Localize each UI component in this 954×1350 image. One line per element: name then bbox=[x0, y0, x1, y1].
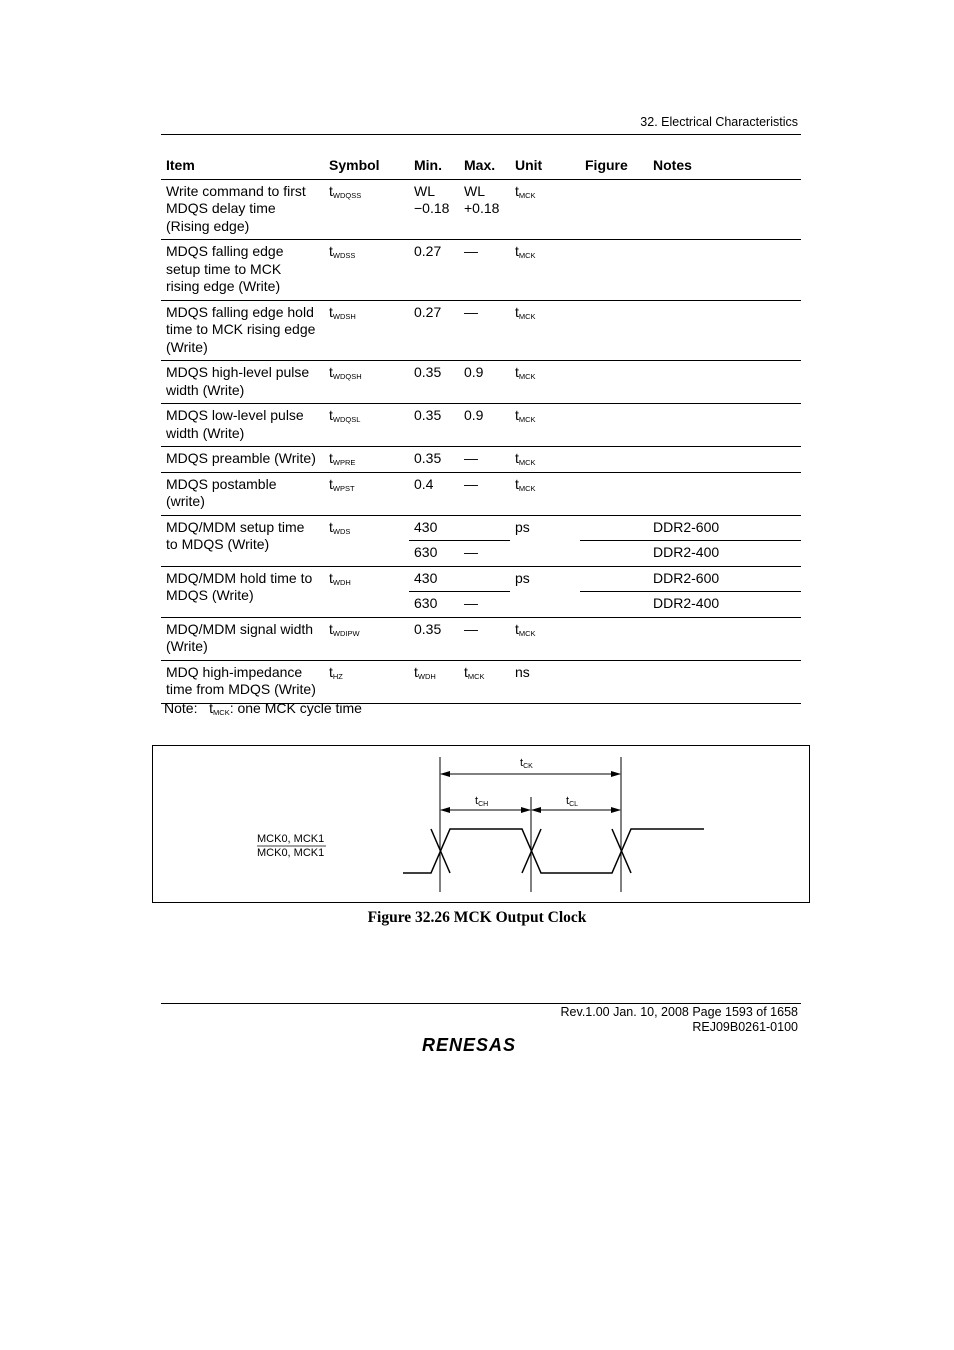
renesas-logo bbox=[420, 1032, 544, 1056]
max-cell: — bbox=[459, 472, 510, 515]
unit-cell: $t_{MCK}$ bbox=[510, 179, 580, 240]
footer-doc-number: REJ09B0261-0100 bbox=[692, 1020, 798, 1034]
min-cell: 0.27 bbox=[409, 300, 459, 361]
unit-cell: $t_{MCK}$ bbox=[510, 300, 580, 361]
min-cell: 630 bbox=[409, 592, 459, 618]
col-min: Min. bbox=[409, 152, 459, 179]
min-cell: 0.35 bbox=[409, 617, 459, 660]
item-cell: MDQS falling edge hold time to MCK rising edge (Write) bbox=[161, 300, 324, 361]
item-cell: MDQS low-level pulse width (Write) bbox=[161, 404, 324, 447]
unit-cell: ns bbox=[510, 660, 580, 703]
max-cell: — bbox=[459, 617, 510, 660]
footer-revision: Rev.1.00 Jan. 10, 2008 Page 1593 of 1658 bbox=[560, 1005, 798, 1019]
max-cell: 0.9 bbox=[459, 404, 510, 447]
unit-cell: ps bbox=[510, 515, 580, 566]
max-cell: — bbox=[459, 447, 510, 473]
col-notes: Notes bbox=[648, 152, 801, 179]
tch-label: tCH bbox=[475, 795, 489, 808]
min-cell: 0.35 bbox=[409, 404, 459, 447]
notes-cell: DDR2-600 bbox=[648, 566, 801, 592]
symbol-cell: $t_{HZ}$ bbox=[324, 660, 409, 703]
min-cell: 0.35 bbox=[409, 447, 459, 473]
min-cell: 430 bbox=[409, 515, 459, 541]
item-cell: MDQ/MDM hold time to MDQS (Write) bbox=[161, 566, 324, 617]
item-cell: MDQS high-level pulse width (Write) bbox=[161, 361, 324, 404]
tck-label: tCK bbox=[520, 757, 533, 770]
item-cell: MDQS postamble (write) bbox=[161, 472, 324, 515]
symbol-cell: $t_{WDQSS}$ bbox=[324, 179, 409, 240]
unit-cell: $t_{MCK}$ bbox=[510, 472, 580, 515]
max-cell: WL +0.18 bbox=[459, 179, 510, 240]
symbol-cell: $t_{WDS}$ bbox=[324, 515, 409, 566]
col-symbol: Symbol bbox=[324, 152, 409, 179]
item-cell: MDQ/MDM setup time to MDQS (Write) bbox=[161, 515, 324, 566]
max-cell: — bbox=[459, 240, 510, 301]
col-unit: Unit bbox=[510, 152, 580, 179]
symbol-cell: $t_{WDIPW}$ bbox=[324, 617, 409, 660]
max-cell: $t_{MCK}$ bbox=[459, 660, 510, 703]
signal-label-2: MCK0, MCK1 bbox=[257, 847, 325, 859]
svg-text:RENESAS: RENESAS bbox=[422, 1035, 517, 1055]
item-cell: Write command to first MDQS delay time (Rising edge) bbox=[161, 179, 324, 240]
item-cell: MDQ high-impedance time from MDQS (Write) bbox=[161, 660, 324, 703]
min-cell: $t_{WDH}$ bbox=[409, 660, 459, 703]
mck-waveform bbox=[403, 829, 704, 873]
unit-cell: ps bbox=[510, 566, 580, 617]
item-cell: MDQS preamble (Write) bbox=[161, 447, 324, 473]
unit-cell: $t_{MCK}$ bbox=[510, 617, 580, 660]
symbol-cell: $t_{WDH}$ bbox=[324, 566, 409, 617]
max-cell: — bbox=[459, 541, 510, 567]
col-figure: Figure bbox=[580, 152, 648, 179]
item-cell: MDQ/MDM signal width (Write) bbox=[161, 617, 324, 660]
unit-cell: $t_{MCK}$ bbox=[510, 404, 580, 447]
max-cell: — bbox=[459, 592, 510, 618]
notes-cell: DDR2-400 bbox=[648, 541, 801, 567]
col-item: Item bbox=[161, 152, 324, 179]
table-note: Note: $t_{MCK}$: one MCK cycle time bbox=[164, 700, 362, 717]
min-cell: WL −0.18 bbox=[409, 179, 459, 240]
min-cell: 0.35 bbox=[409, 361, 459, 404]
symbol-cell: $t_{WDSS}$ bbox=[324, 240, 409, 301]
unit-cell: $t_{MCK}$ bbox=[510, 240, 580, 301]
min-cell: 430 bbox=[409, 566, 459, 592]
section-header: 32. Electrical Characteristics bbox=[640, 115, 798, 129]
max-cell: 0.9 bbox=[459, 361, 510, 404]
min-cell: 0.4 bbox=[409, 472, 459, 515]
min-cell: 0.27 bbox=[409, 240, 459, 301]
symbol-cell: $t_{WPST}$ bbox=[324, 472, 409, 515]
symbol-cell: $t_{WDSH}$ bbox=[324, 300, 409, 361]
signal-label-1: MCK0, MCK1 bbox=[257, 833, 325, 845]
unit-cell: $t_{MCK}$ bbox=[510, 447, 580, 473]
symbol-cell: $t_{WDQSH}$ bbox=[324, 361, 409, 404]
tcl-label: tCL bbox=[566, 795, 579, 808]
symbol-cell: $t_{WDQSL}$ bbox=[324, 404, 409, 447]
col-max: Max. bbox=[459, 152, 510, 179]
notes-cell: DDR2-400 bbox=[648, 592, 801, 618]
item-cell: MDQS falling edge setup time to MCK rising edge (Write) bbox=[161, 240, 324, 301]
notes-cell: DDR2-600 bbox=[648, 515, 801, 541]
unit-cell: $t_{MCK}$ bbox=[510, 361, 580, 404]
figure-caption: Figure 32.26 MCK Output Clock bbox=[367, 909, 587, 926]
footer-rule bbox=[161, 1003, 801, 1004]
max-cell: — bbox=[459, 300, 510, 361]
symbol-cell: $t_{WPRE}$ bbox=[324, 447, 409, 473]
min-cell: 630 bbox=[409, 541, 459, 567]
